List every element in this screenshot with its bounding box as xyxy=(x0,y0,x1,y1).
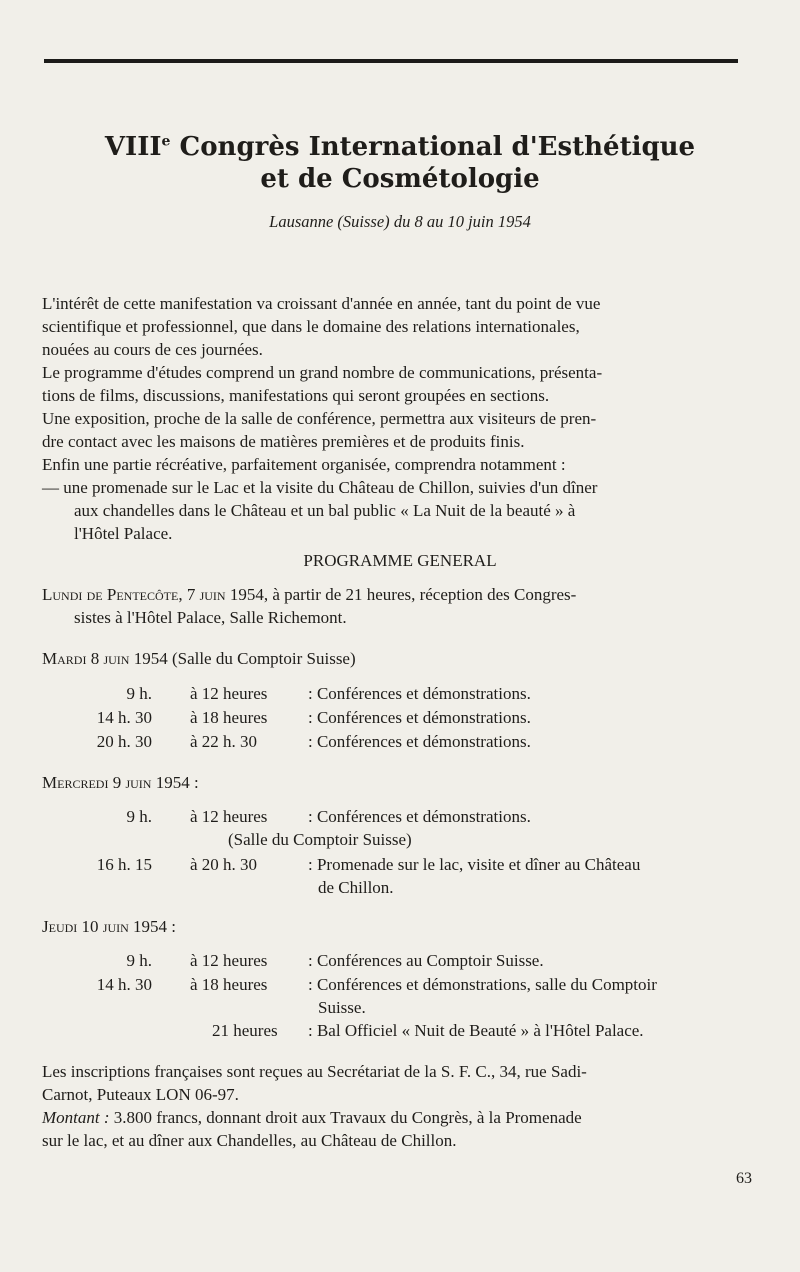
time-end: à 12 heures xyxy=(190,951,268,970)
time-start: 9 h. xyxy=(126,951,152,970)
intro-line: Une exposition, proche de la salle de conférence, permettra aux visiteurs de pren- xyxy=(42,409,597,428)
intro-line: nouées au cours de ces journées. xyxy=(42,340,263,359)
session-desc: : Conférences et démonstrations. xyxy=(308,708,531,727)
session-desc: : Conférences et démonstrations, salle du Comptoir xyxy=(308,975,657,994)
session-desc: : Conférences et démonstrations. xyxy=(308,684,531,703)
time-start: 14 h. 30 xyxy=(96,975,152,994)
schedule-day-jeudi: Jeudi 10 juin 1954 : xyxy=(42,917,176,936)
session-desc: : Bal Officiel « Nuit de Beauté » à l'Hôtel Palace. xyxy=(308,1021,644,1040)
top-rule xyxy=(44,59,738,63)
intro-line: dre contact avec les maisons de matières premières et de produits finis. xyxy=(42,432,525,451)
inscriptions-text: Carnot, Puteaux LON 06-97. xyxy=(42,1085,239,1104)
time-start: 14 h. 30 xyxy=(96,708,152,727)
schedule-day-mardi: Mardi 8 juin 1954 (Salle du Comptoir Suisse) xyxy=(42,649,356,668)
intro-line: tions de films, discussions, manifestations qui seront groupées en sections. xyxy=(42,386,550,405)
programme-heading: PROGRAMME GENERAL xyxy=(303,551,497,570)
session-note: (Salle du Comptoir Suisse) xyxy=(228,830,412,849)
intro-line: aux chandelles dans le Château et un bal public « La Nuit de la beauté » à xyxy=(74,501,576,520)
time-end: à 18 heures xyxy=(190,708,268,727)
session-desc: : Conférences et démonstrations. xyxy=(308,732,531,751)
page-title: VIIIe Congrès International d'Esthétique xyxy=(104,132,696,162)
session-desc: : Conférences au Comptoir Suisse. xyxy=(308,951,544,970)
schedule-text: sistes à l'Hôtel Palace, Salle Richemont. xyxy=(74,608,347,627)
intro-line: L'intérêt de cette manifestation va croissant d'année en année, tant du point de vue xyxy=(42,294,601,313)
page-title-line2: et de Cosmétologie xyxy=(260,164,540,194)
intro-line: Le programme d'études comprend un grand nombre de communications, présenta- xyxy=(42,363,603,382)
intro-line: l'Hôtel Palace. xyxy=(74,524,173,543)
montant-text: sur le lac, et au dîner aux Chandelles, au Château de Chillon. xyxy=(42,1131,457,1150)
montant-text: Montant : 3.800 francs, donnant droit aux Travaux du Congrès, à la Promenade xyxy=(42,1108,582,1127)
subtitle: Lausanne (Suisse) du 8 au 10 juin 1954 xyxy=(269,212,531,231)
schedule-day-mercredi: Mercredi 9 juin 1954 : xyxy=(42,773,199,792)
time-end: à 18 heures xyxy=(190,975,268,994)
time-start: 9 h. xyxy=(126,807,152,826)
time-end: à 12 heures xyxy=(190,807,268,826)
time-end: à 12 heures xyxy=(190,684,268,703)
time-end: à 22 h. 30 xyxy=(190,732,258,751)
time-start: 16 h. 15 xyxy=(96,855,152,874)
session-desc: : Promenade sur le lac, visite et dîner au Château xyxy=(308,855,641,874)
schedule-day-lundi: Lundi de Pentecôte, 7 juin 1954, à partir de 21 heures, réception des Congres- xyxy=(42,585,577,604)
time-end: à 20 h. 30 xyxy=(190,855,258,874)
time-start: 9 h. xyxy=(126,684,152,703)
time-start: 20 h. 30 xyxy=(96,732,152,751)
intro-line: scientifique et professionnel, que dans le domaine des relations internationales, xyxy=(42,317,580,336)
session-desc: : Conférences et démonstrations. xyxy=(308,807,531,826)
session-desc-cont: de Chillon. xyxy=(318,878,394,897)
time-end: 21 heures xyxy=(212,1021,278,1040)
intro-line: — une promenade sur le Lac et la visite du Château de Chillon, suivies d'un dîner xyxy=(42,478,598,497)
inscriptions-text: Les inscriptions françaises sont reçues au Secrétariat de la S. F. C., 34, rue Sadi- xyxy=(42,1062,587,1081)
page-number: 63 xyxy=(736,1170,752,1187)
session-desc-cont: Suisse. xyxy=(318,998,366,1017)
intro-line: Enfin une partie récréative, parfaitement organisée, comprendra notamment : xyxy=(42,455,566,474)
